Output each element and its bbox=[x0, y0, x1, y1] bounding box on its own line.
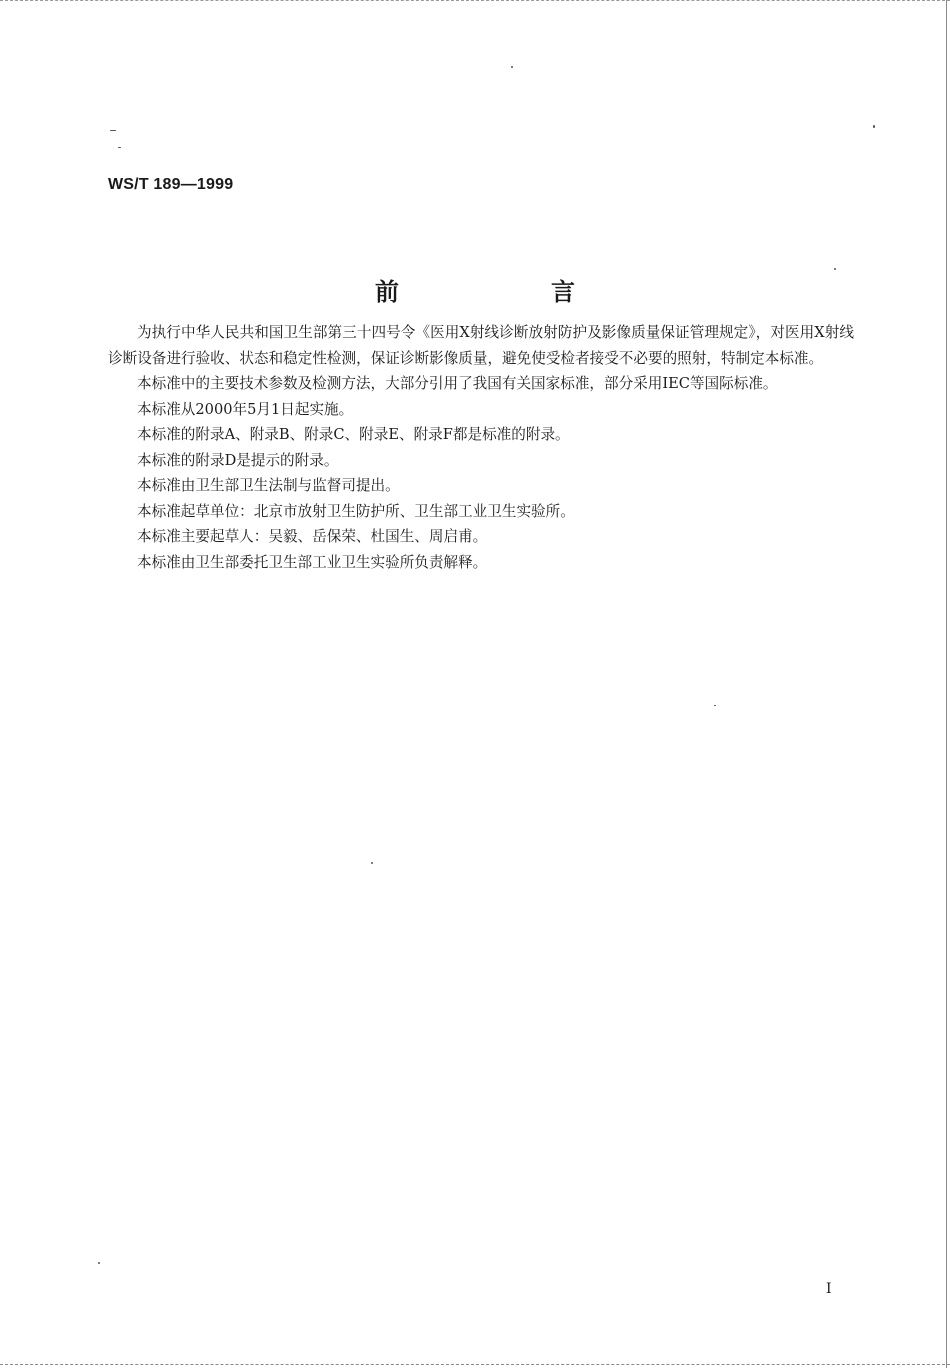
scan-speck bbox=[371, 862, 373, 864]
paragraph-purpose: 为执行中华人民共和国卫生部第三十四号令《医用X射线诊断放射防护及影像质量保证管理规定》，对医用X射线诊断设备进行验收、状态和稳定性检测，保证诊断影像质量，避免使受检者接受不必要的照射，特制定本标准。 bbox=[108, 324, 854, 367]
paragraph-drafters: 本标准主要起草人：吴毅、岳保荣、杜国生、周启甫。 bbox=[137, 528, 488, 545]
scan-speck bbox=[98, 1262, 100, 1264]
paragraph-drafting-units: 本标准起草单位：北京市放射卫生防护所、卫生部工业卫生实验所。 bbox=[137, 502, 575, 520]
scan-speck bbox=[714, 705, 716, 706]
scan-edge-right bbox=[946, 0, 949, 1368]
standard-code: WS/T 189—1999 bbox=[108, 176, 234, 193]
scan-speck bbox=[873, 125, 875, 128]
paragraph-proposer: 本标准由卫生部卫生法制与监督司提出。 bbox=[137, 477, 400, 494]
scan-speck bbox=[511, 66, 513, 68]
paragraph-effective-date: 本标准从2000年5月1日起实施。 bbox=[137, 400, 354, 418]
page-title: 前 言 bbox=[375, 277, 639, 306]
scan-speck bbox=[118, 147, 121, 148]
scan-edge-bottom bbox=[0, 1364, 950, 1367]
page-number: I bbox=[826, 1281, 832, 1297]
body-text bbox=[108, 320, 854, 575]
scan-edge-top bbox=[0, 0, 950, 3]
paragraph-references: 本标准中的主要技术参数及检测方法，大部分引用了我国有关国家标准，部分采用IEC等国际标准。 bbox=[137, 375, 778, 392]
scan-speck bbox=[834, 268, 836, 270]
paragraph-informative-annex: 本标准的附录D是提示的附录。 bbox=[137, 451, 339, 469]
scan-speck bbox=[110, 130, 116, 131]
paragraph-normative-annexes: 本标准的附录A、附录B、附录C、附录E、附录F都是标准的附录。 bbox=[137, 426, 570, 443]
paragraph-interpretation: 本标准由卫生部委托卫生部工业卫生实验所负责解释。 bbox=[137, 553, 488, 571]
